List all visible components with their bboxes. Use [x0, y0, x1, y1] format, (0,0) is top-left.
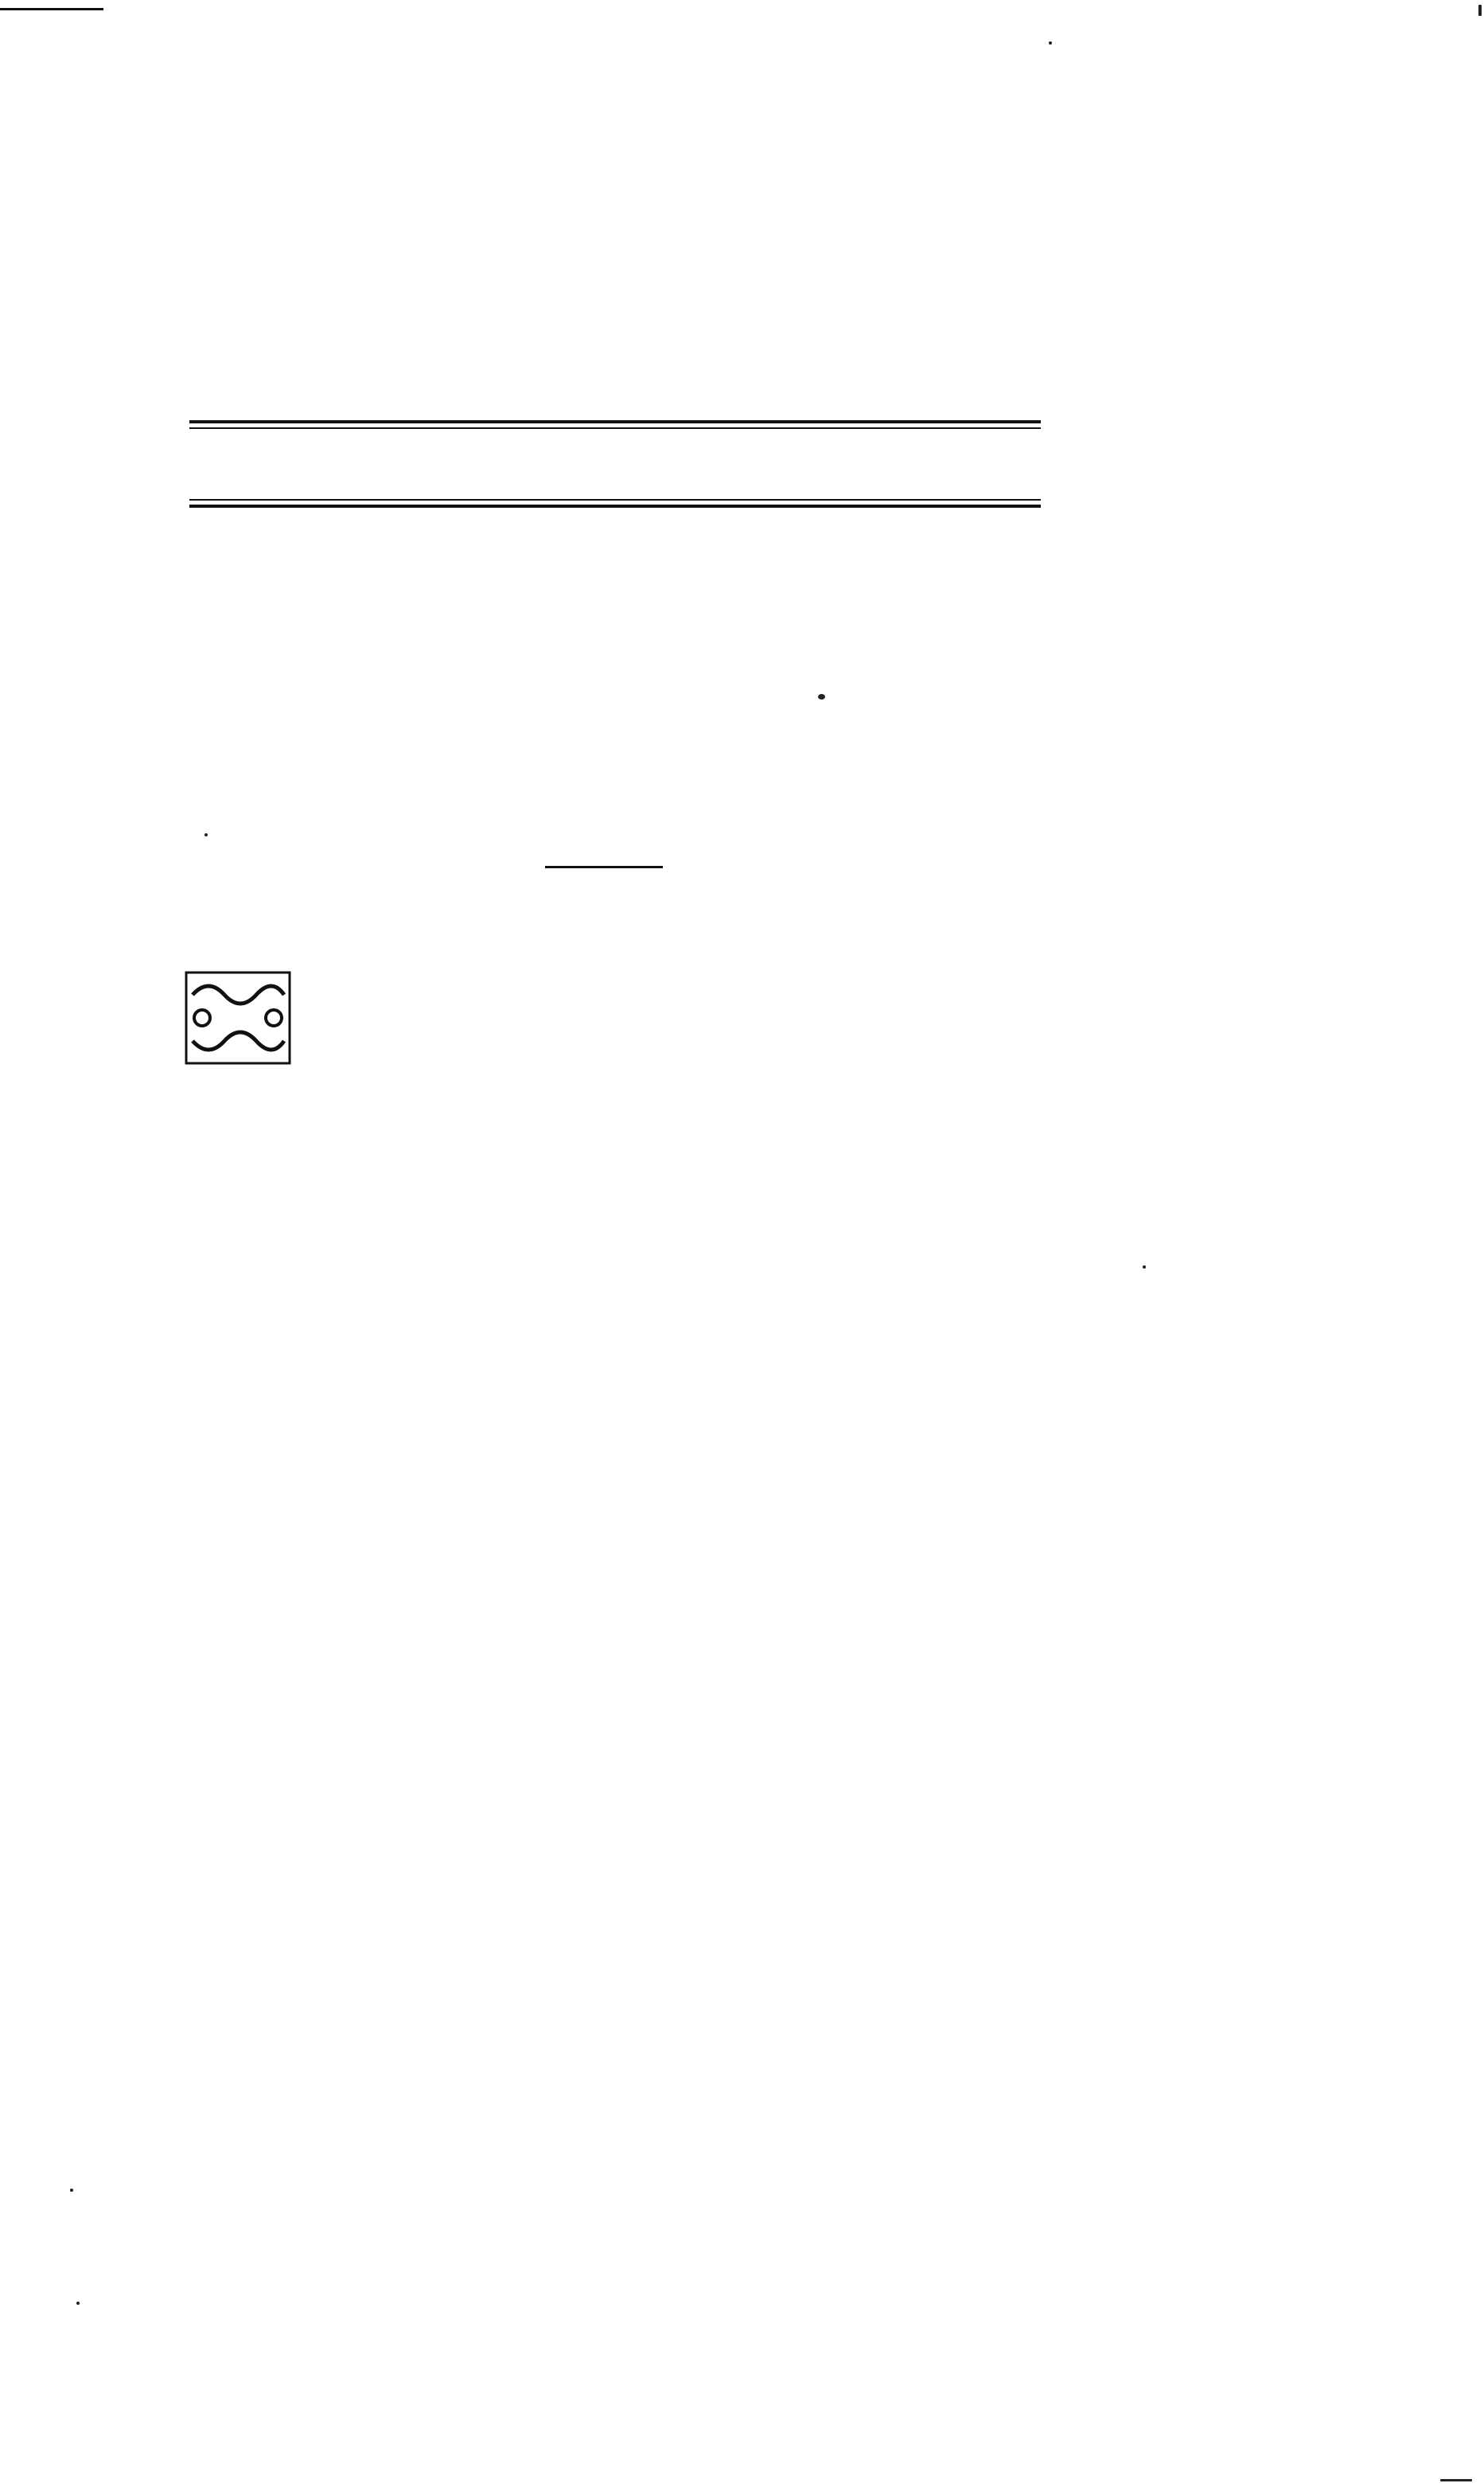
edge-speck [76, 2302, 80, 2305]
edge-speck [70, 2189, 73, 2192]
edge-speck [204, 833, 208, 836]
edge-speck [1049, 41, 1052, 45]
ornamental-dropcap [185, 971, 291, 1065]
edge-speck [1440, 2479, 1472, 2481]
edge-speck [1478, 5, 1482, 16]
top-edge-rule [0, 8, 103, 10]
heading-line-1 [298, 979, 1046, 1011]
edge-speck [1143, 1265, 1146, 1269]
heading-line-2 [298, 1017, 1046, 1049]
edge-speck [818, 694, 825, 700]
ornamental-headpiece [189, 382, 1041, 549]
title-rule [545, 866, 663, 868]
